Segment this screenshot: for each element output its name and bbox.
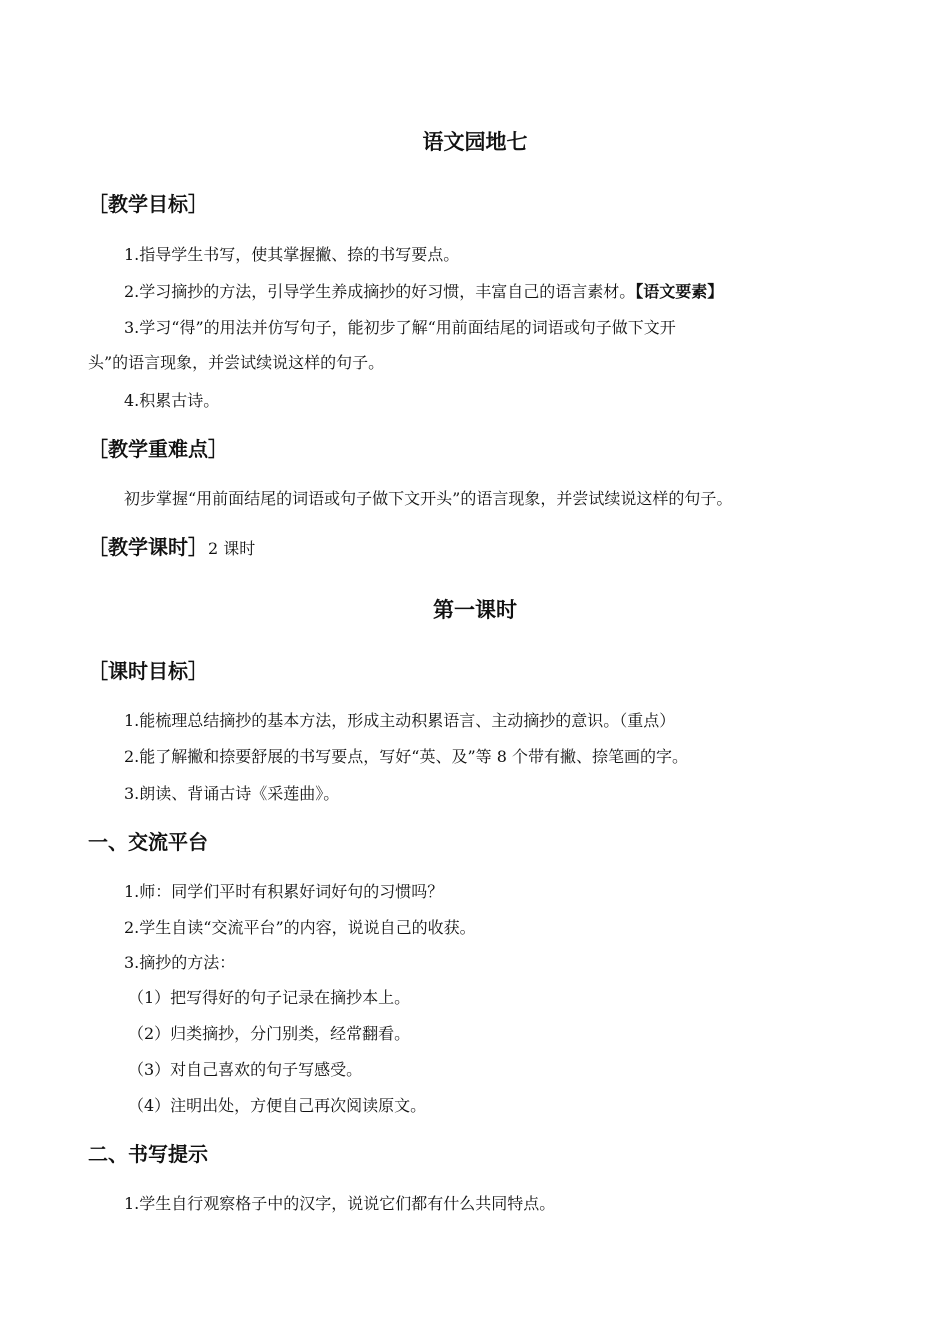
teaching-hours-value: 2 课时 — [208, 539, 256, 558]
lesson-goal-3: 3.朗读、背诵古诗《采莲曲》。 — [124, 784, 340, 803]
goal-item-3-line-1: 3.学习“得”的用法并仿写句子，能初步了解“用前面结尾的词语或句子做下文开 — [124, 318, 676, 337]
lesson-goal-2: 2.能了解撇和捺要舒展的书写要点，写好“英、及”等 8 个带有撇、捺笔画的字。 — [124, 747, 688, 766]
goal-item-2 — [124, 280, 723, 304]
key-points-text: 初步掌握“用前面结尾的词语或句子做下文开头”的语言现象，并尝试续说这样的句子。 — [124, 489, 733, 508]
goal-item-1: 1.指导学生书写，使其掌握撇、捺的书写要点。 — [124, 245, 460, 264]
teaching-hours-label: ［教学课时］ — [88, 535, 208, 559]
goal-item-2-tag: 【语文要素】 — [635, 282, 724, 301]
lesson-goals-heading: ［课时目标］ — [88, 659, 208, 683]
goal-item-3-line-2: 头”的语言现象，并尝试续说这样的句子。 — [88, 353, 385, 372]
exchange-item-1: 1.师：同学们平时有积累好词好句的习惯吗？ — [124, 882, 444, 901]
teaching-hours-heading — [88, 533, 255, 563]
lesson-one-title: 第一课时 — [433, 598, 517, 622]
method-item-2: （2）归类摘抄，分门别类，经常翻看。 — [128, 1024, 411, 1043]
exchange-item-3: 3.摘抄的方法： — [124, 953, 236, 972]
exchange-item-2: 2.学生自读“交流平台”的内容，说说自己的收获。 — [124, 918, 476, 937]
section-writing-heading: 二、书写提示 — [88, 1142, 208, 1166]
writing-item-1: 1.学生自行观察格子中的汉字，说说它们都有什么共同特点。 — [124, 1194, 556, 1213]
method-item-3: （3）对自己喜欢的句子写感受。 — [128, 1060, 363, 1079]
goal-item-2-text: 2.学习摘抄的方法，引导学生养成摘抄的好习惯，丰富自己的语言素材。 — [124, 282, 636, 301]
lesson-goal-1: 1.能梳理总结摘抄的基本方法，形成主动积累语言、主动摘抄的意识。（重点） — [124, 711, 676, 730]
document-title: 语文园地七 — [422, 130, 528, 154]
section-exchange-heading: 一、交流平台 — [88, 830, 208, 854]
method-item-4: （4）注明出处，方便自己再次阅读原文。 — [128, 1096, 427, 1115]
key-points-heading: ［教学重难点］ — [88, 437, 228, 461]
teaching-goals-heading: ［教学目标］ — [88, 192, 208, 216]
goal-item-4: 4.积累古诗。 — [124, 391, 220, 410]
method-item-1: （1）把写得好的句子记录在摘抄本上。 — [128, 988, 411, 1007]
